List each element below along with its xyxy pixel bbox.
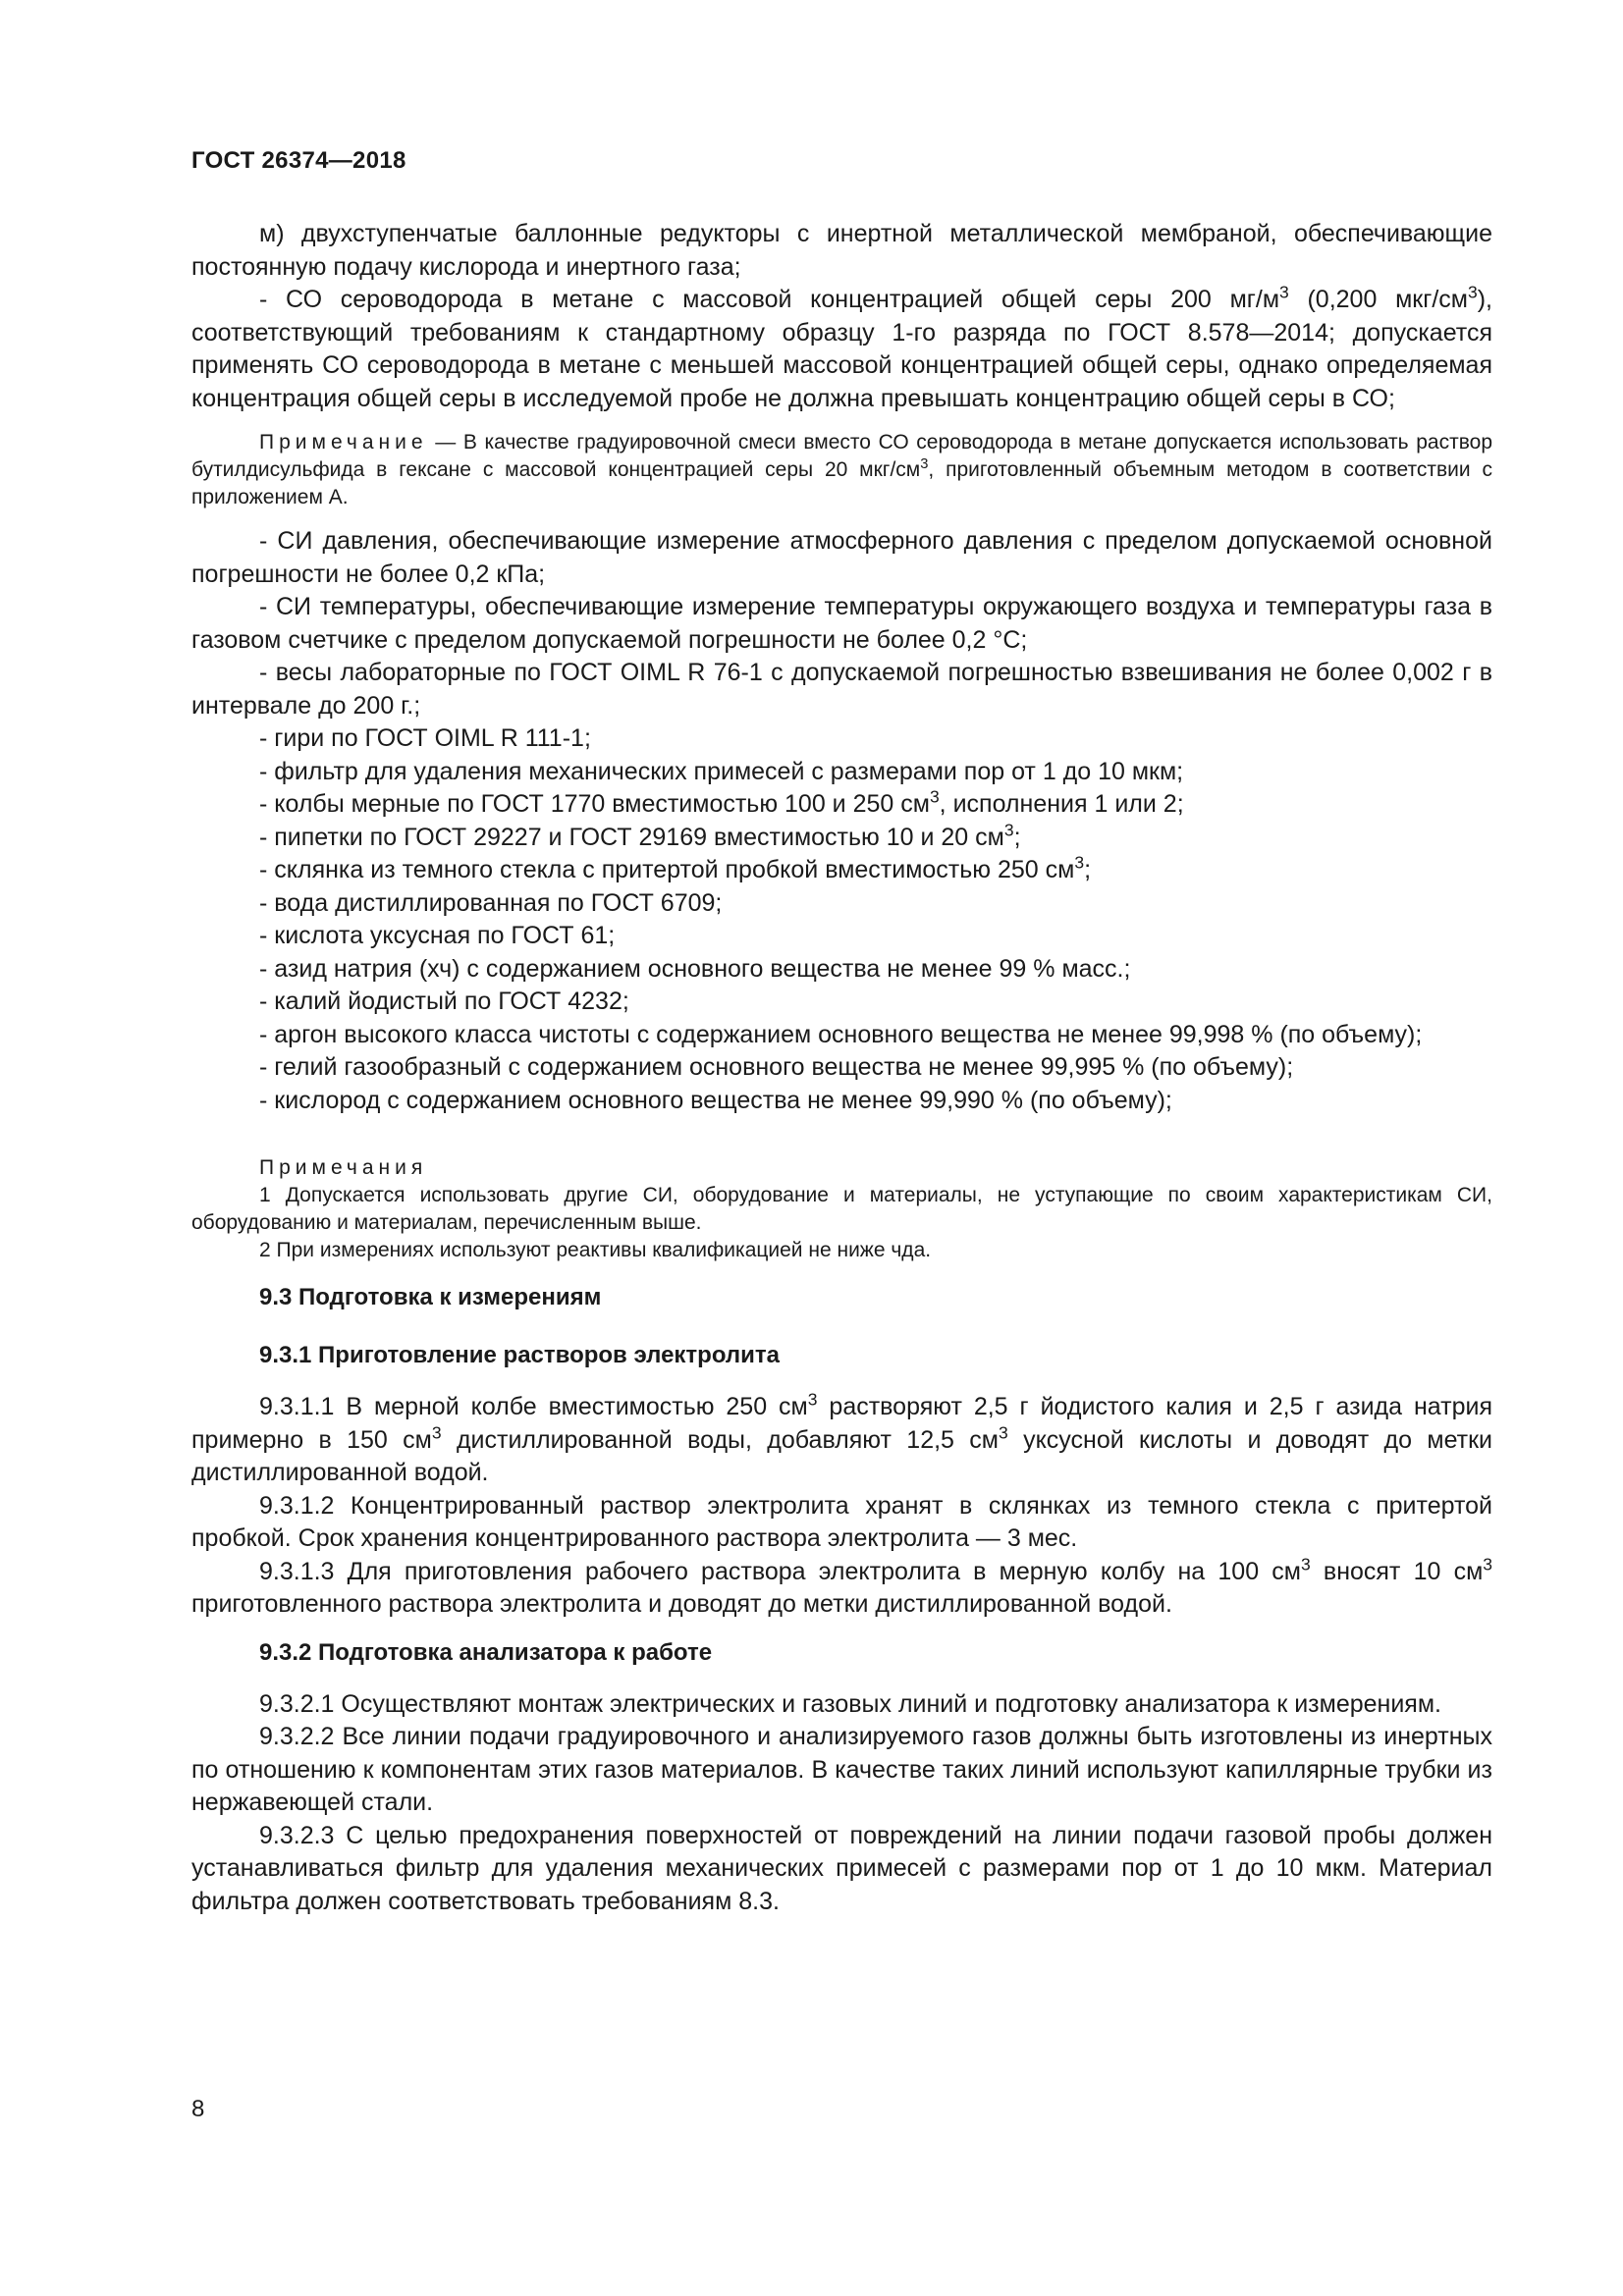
list-item: - кислород с содержанием основного вещества не менее 99,990 % (по объему); (259, 1086, 1172, 1114)
list-item: - СИ температуры, обеспечивающие измерение температуры окружающего воздуха и температуры газа в газовом счетчике с пределом допускаемой погрешности не более 0,2 °С; (191, 593, 1492, 654)
note-2-item: 1 Допускается использовать другие СИ, оборудование и материалы, не уступающие по своим характеристикам СИ, оборудованию и материалам, перечисленным выше. (191, 1184, 1492, 1234)
list-item: - пипетки по ГОСТ 29227 и ГОСТ 29169 вместимостью 10 и 20 $см^3$; (259, 819, 1021, 851)
list-item: - склянка из темного стекла с притертой пробкой вместимостью 250 $см^3$; (259, 852, 1092, 883)
para-9-3-1-1: 9.3.1.1 В мерной колбе вместимостью 250 $см^3$ растворяют 2,5 г йодистого калия и 2,5 г азида натрия примерно в 150 $см^3$ дистиллированной воды, добавляют 12,5 $см^3$ уксусной кислоты и доводят до метки дистиллированной водой. (191, 1389, 1493, 1486)
equipment-list (191, 525, 1492, 1117)
note-1: Примечание — В качестве градуировочной смеси вместо СО сероводорода в метане допускается использовать раствор бутилдисульфида в гексане с массовой концентрацией серы 20 мкг/$см^3$, приготовленный объемным методом в соответствии с приложением А. (191, 431, 1492, 508)
document-header: ГОСТ 26374—2018 (191, 147, 406, 174)
list-item: - колбы мерные по ГОСТ 1770 вместимостью 100 и 250 $см^3$, исполнения 1 или 2; (259, 786, 1184, 818)
list-item: - вода дистиллированная по ГОСТ 6709; (259, 888, 723, 917)
list-item: - кислота уксусная по ГОСТ 61; (259, 922, 616, 949)
section-heading-9-3-2: 9.3.2 Подготовка анализатора к работе (259, 1638, 713, 1666)
para-9-3-2-2: 9.3.2.2 Все линии подачи градуировочного и анализируемого газов должны быть изготовлены из инертных по отношению к компонентам этих газов материалов. В качестве таких линий используют капиллярные трубки из нержавеющей стали. (191, 1723, 1492, 1816)
note-2 (191, 1154, 1492, 1264)
item-co-standard: - СО сероводорода в метане с массовой концентрацией общей серы 200 $мг/м^3$ (0,200 мкг/$см^3$), соответствующий требованиям к стандартному образцу 1-го разряда по ГОСТ 8.578—2014; допускается применять СО сероводорода в метане с меньшей массовой концентрацией общей серы, однако определяемая концентрация общей серы в исследуемой пробе не должна превышать концентрацию общей серы в СО; (191, 282, 1492, 412)
page-number: 8 (191, 2096, 205, 2122)
para-9-3-2-1: 9.3.2.1 Осуществляют монтаж электрических и газовых линий и подготовку анализатора к измерениям. (259, 1689, 1441, 1718)
list-item: - калий йодистый по ГОСТ 4232; (259, 988, 629, 1015)
list-item: - аргон высокого класса чистоты с содержанием основного вещества не менее 99,998 % (по объему); (259, 1020, 1423, 1048)
para-9-3-2-3: 9.3.2.3 С целью предохранения поверхностей от повреждений на линии подачи газовой пробы должен устанавливаться фильтр для удаления механических примесей с размерами пор от 1 до 10 мкм. Материал фильтра должен соответствовать требованиям 8.3. (191, 1821, 1492, 1915)
list-item: - фильтр для удаления механических примесей с размерами пор от 1 до 10 мкм; (259, 757, 1184, 785)
document-body (191, 218, 1492, 1918)
list-item: - СИ давления, обеспечивающие измерение атмосферного давления с пределом допускаемой основной погрешности не более 0,2 кПа; (191, 527, 1492, 588)
para-9-3-1-2: 9.3.1.2 Концентрированный раствор электролита хранят в склянках из темного стекла с притертой пробкой. Срок хранения концентрированного раствора электролита — 3 мес. (191, 1491, 1492, 1552)
list-item: - весы лабораторные по ГОСТ OIML R 76-1 с допускаемой погрешностью взвешивания не более 0,002 г в интервале до 200 г.; (191, 659, 1492, 720)
note-2-label: Примечания (259, 1156, 428, 1179)
section-heading-9-3-1: 9.3.1 Приготовление растворов электролита (259, 1342, 781, 1368)
note-label: Примечание (259, 431, 428, 454)
section-heading-9-3: 9.3 Подготовка к измерениям (259, 1284, 602, 1310)
note-2-item: 2 При измерениях используют реактивы квалификацией не ниже чда. (259, 1239, 932, 1261)
list-item: - гелий газообразный с содержанием основного вещества не менее 99,995 % (по объему); (259, 1053, 1294, 1081)
item-m: м) двухступенчатые баллонные редукторы с инертной металлической мембраной, обеспечивающие постоянную подачу кислорода и инертного газа; (191, 220, 1492, 281)
list-item: - азид натрия (хч) с содержанием основного вещества не менее 99 % масс.; (259, 954, 1131, 983)
para-9-3-1-3: 9.3.1.3 Для приготовления рабочего раствора электролита в мерную колбу на 100 $см^3$ вносят 10 $см^3$ приготовленного раствора электролита и доводят до метки дистиллированной водой. (191, 1553, 1492, 1618)
list-item: - гири по ГОСТ OIML R 111-1; (259, 724, 591, 752)
